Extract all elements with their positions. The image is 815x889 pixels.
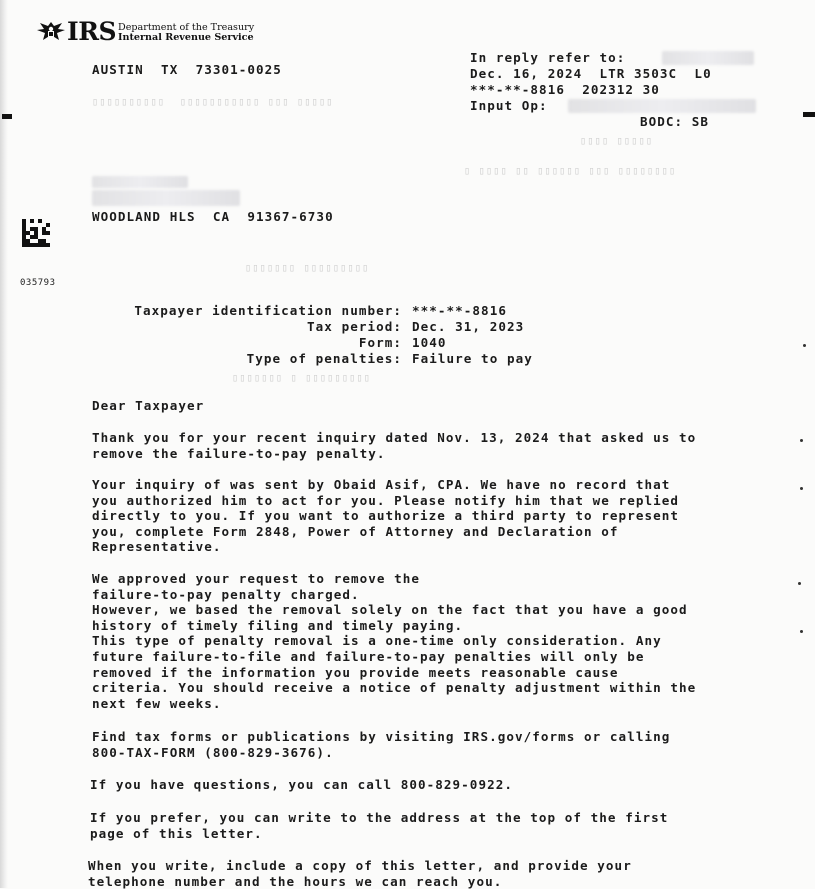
paragraph-include — [88, 858, 632, 889]
redacted-block — [568, 99, 756, 113]
scan-edge-shadow — [0, 0, 8, 888]
show-through-text: ▯▯▯▯ ▯▯▯▯▯ — [580, 135, 654, 147]
text-line: removed if the information you provide meets reasonable cause — [92, 664, 619, 680]
letter-date-line: Dec. 16, 2024 LTR 3503C L0 — [470, 66, 712, 81]
show-through-text: ▯▯▯▯▯▯▯▯▯▯ ▯▯▯▯▯▯▯▯▯▯▯ ▯▯▯ ▯▯▯▯▯ — [92, 96, 334, 108]
form-label: Form: — [358, 335, 402, 350]
text-line: directly to you. If you want to authorize a third party to represent — [92, 508, 679, 524]
text-line: Your inquiry of was sent by Obaid Asif, CPA. We have no record that — [92, 477, 671, 492]
text-line: When you write, include a copy of this letter, and provide your — [88, 858, 632, 873]
department-name: Department of the Treasury Internal Revenue Service — [118, 22, 255, 43]
margin-mark — [2, 114, 12, 119]
eagle-icon — [36, 20, 66, 44]
sender-address: AUSTIN TX 73301-0025 — [92, 62, 282, 77]
text-line: criteria. You should receive a notice of penalty adjustment within the — [92, 680, 697, 696]
salutation: Dear Taxpayer — [92, 398, 205, 413]
refer-to-label: In reply refer to: — [470, 50, 626, 65]
redacted-name — [92, 176, 188, 188]
paragraph-questions — [90, 777, 513, 793]
redacted-street — [92, 190, 240, 206]
text-line: you authorized him to act for you. Please notify him that we replied — [92, 492, 679, 508]
paragraph-representative — [92, 477, 679, 555]
tax-period-label: Tax period: — [307, 319, 402, 334]
text-line: Representative. — [92, 539, 222, 555]
margin-dot — [800, 439, 803, 442]
penalty-type-value: Failure to pay — [412, 351, 533, 366]
margin-dot — [800, 630, 803, 633]
margin-mark — [803, 112, 815, 117]
paragraph-inquiry — [92, 430, 696, 461]
penalty-type-label: Type of penalties: — [246, 351, 402, 366]
text-line: We approved your request to remove the — [92, 571, 421, 586]
margin-dot — [803, 344, 806, 347]
text-line: This type of penalty removal is a one-time only consideration. Any — [92, 633, 662, 649]
text-line: remove the failure-to-pay penalty. — [92, 445, 386, 461]
text-line: If you have questions, you can call 800-829-0922. — [90, 777, 513, 792]
paragraph-write — [90, 810, 668, 841]
tin-label: Taxpayer identification number: — [134, 303, 402, 318]
margin-dot — [798, 582, 801, 585]
show-through-text: ▯ ▯▯▯▯ ▯▯ ▯▯▯▯▯▯ ▯▯▯ ▯▯▯▯▯▯▯▯ — [464, 165, 677, 177]
text-line: failure-to-pay penalty charged. — [92, 586, 360, 602]
text-line: page of this letter. — [90, 825, 263, 841]
redacted-block — [662, 51, 754, 65]
text-line: Thank you for your recent inquiry dated Nov. 13, 2024 that asked us to — [92, 430, 697, 445]
irs-wordmark: IRS — [67, 17, 117, 46]
datamatrix-code-icon — [22, 218, 50, 248]
text-line: history of timely filing and timely paying. — [92, 617, 464, 633]
text-line: Find tax forms or publications by visiting IRS.gov/forms or calling — [92, 729, 671, 744]
form-value: 1040 — [412, 335, 447, 350]
text-line: However, we based the removal solely on the fact that you have a good — [92, 602, 688, 618]
letter-id-line: ***-**-8816 202312 30 — [470, 82, 660, 97]
tin-value: ***-**-8816 — [412, 303, 507, 318]
text-line: you, complete Form 2848, Power of Attorney and Declaration of — [92, 523, 619, 539]
paragraph-approval — [92, 571, 696, 711]
text-line: telephone number and the hours we can reach you. — [88, 873, 503, 889]
input-op-label: Input Op: — [470, 98, 548, 113]
show-through-text: ▯▯▯▯▯▯▯ ▯ ▯▯▯▯▯▯▯▯▯ — [232, 372, 372, 384]
bodc-line: BODC: SB — [640, 114, 710, 129]
text-line: 800-TAX-FORM (800-829-3676). — [92, 744, 334, 760]
show-through-text: ▯▯▯▯▯▯▯ ▯▯▯▯▯▯▯▯▯ — [245, 262, 370, 274]
paragraph-forms — [92, 729, 670, 760]
side-code: 035793 — [20, 278, 56, 288]
recipient-city: WOODLAND HLS CA 91367-6730 — [92, 209, 334, 224]
tax-period-value: Dec. 31, 2023 — [412, 319, 525, 334]
text-line: future failure-to-file and failure-to-pay penalties will only be — [92, 648, 645, 664]
margin-dot — [800, 487, 803, 490]
text-line: next few weeks. — [92, 695, 222, 711]
text-line: If you prefer, you can write to the address at the top of the first — [90, 810, 669, 825]
